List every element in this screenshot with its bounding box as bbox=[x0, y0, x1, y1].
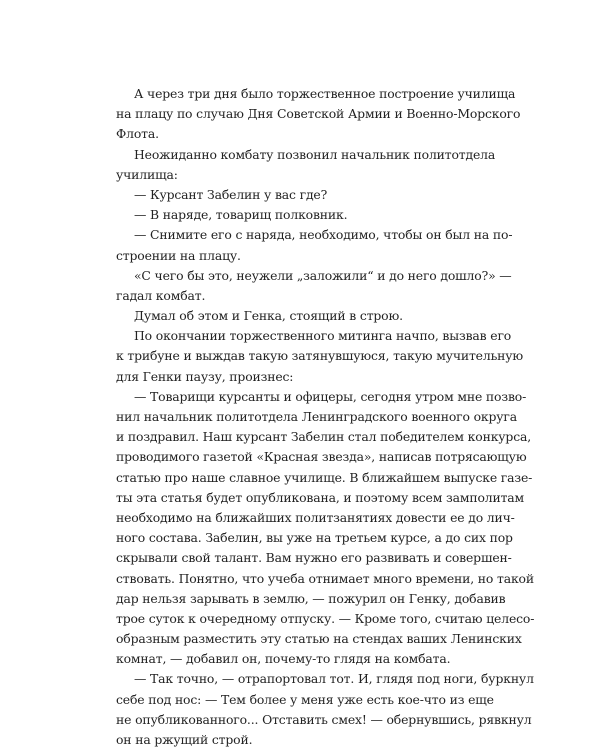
text-line: — Так точно, — отрапортовал тот. И, глядя под ноги, буркнул bbox=[134, 671, 534, 687]
text-line: ствовать. Понятно, что учеба отнимает много времени, но такой bbox=[116, 570, 534, 586]
text-line: необходимо на ближайших политзанятиях довести ее до лич- bbox=[116, 509, 515, 525]
text-line: ного состава. Забелин, вы уже на третьем курсе, а до сих пор bbox=[116, 530, 513, 546]
text-line: ты эта статья будет опубликована, и поэтому всем замполитам bbox=[116, 489, 525, 505]
text-line: скрывали свой талант. Вам нужно его развивать и совершен- bbox=[116, 550, 512, 566]
text-line: себе под нос: — Тем более у меня уже есть кое-что из еще bbox=[116, 691, 494, 707]
text-line: он на ржущий строй. bbox=[116, 732, 253, 747]
text-line: Неожиданно комбату позвонил начальник политотдела bbox=[134, 146, 496, 162]
text-line: на плацу по случаю Дня Советской Армии и Военно-Морского bbox=[116, 106, 521, 122]
text-line: «С чего бы это, неужели „заложили“ и до него дошло?» — bbox=[134, 267, 512, 283]
page-text bbox=[116, 84, 535, 750]
text-line: статью про наше славное училище. В ближайшем выпуске газе- bbox=[116, 469, 533, 485]
text-line: гадал комбат. bbox=[116, 287, 206, 303]
text-line: комнат, — добавил он, почему-то глядя на комбата. bbox=[116, 651, 451, 667]
text-line: По окончании торжественного митинга начпо, вызвав его bbox=[134, 328, 512, 344]
text-line: А через три дня было торжественное построение училища bbox=[134, 86, 516, 101]
text-line: Флота. bbox=[116, 126, 159, 142]
text-line: к трибуне и выждав такую затянувшуюся, такую мучительную bbox=[116, 348, 524, 364]
text-line: для Генки паузу, произнес: bbox=[116, 368, 294, 384]
text-line: проводимого газетой «Красная звезда», написав потрясающую bbox=[116, 449, 527, 465]
text-line: дар нельзя зарывать в землю, — пожурил он Генку, добавив bbox=[116, 590, 506, 606]
text-line: Думал об этом и Генка, стоящий в строю. bbox=[134, 308, 403, 324]
text-line: — В наряде, товарищ полковник. bbox=[134, 207, 348, 223]
text-line: — Снимите его с наряда, необходимо, чтобы он был на по- bbox=[134, 227, 513, 243]
text-line: строении на плацу. bbox=[116, 247, 241, 263]
text-line: училища: bbox=[116, 166, 178, 182]
text-line: образным разместить эту статью на стендах ваших Ленинских bbox=[116, 631, 522, 647]
text-line: не опубликованного... Отставить смех! — обернувшись, рявкнул bbox=[116, 711, 532, 727]
text-line: трое суток к очередному отпуску. — Кроме того, считаю целесо- bbox=[116, 610, 535, 626]
text-line: — Товарищи курсанты и офицеры, сегодня утром мне позво- bbox=[134, 388, 527, 404]
text-line: нил начальник политотдела Ленинградского военного округа bbox=[116, 409, 518, 424]
text-line: и поздравил. Наш курсант Забелин стал победителем конкурса, bbox=[116, 429, 532, 445]
text-line: — Курсант Забелин у вас где? bbox=[134, 186, 328, 202]
